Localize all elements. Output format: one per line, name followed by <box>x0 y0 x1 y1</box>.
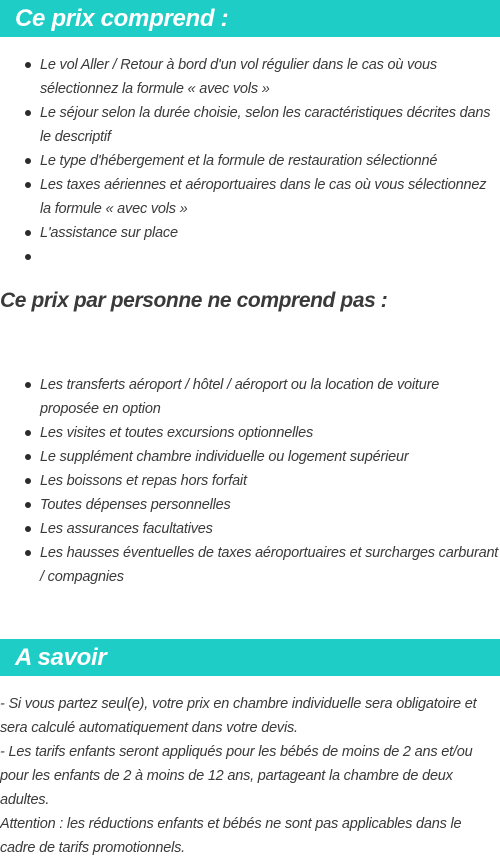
info-paragraph: - Les tarifs enfants seront appliqués pour les bébés de moins de 2 ans et/ou pour les enfants de 2 à moins de 12 ans, partageant la chambre de deux adultes. <box>0 744 473 808</box>
bullet-icon <box>25 254 31 260</box>
info-title: A savoir <box>15 644 107 671</box>
bullet-icon <box>25 550 31 556</box>
bullet-icon <box>25 454 31 460</box>
list-item-empty <box>0 245 500 269</box>
list-item: Les assurances facultatives <box>0 517 500 541</box>
bullet-icon <box>25 526 31 532</box>
info-paragraph: - Si vous partez seul(e), votre prix en chambre individuelle sera obligatoire et sera calculé automatiquement dans votre devis. <box>0 696 477 736</box>
info-banner <box>0 639 500 676</box>
bullet-icon <box>25 382 31 388</box>
bullet-icon <box>25 110 31 116</box>
includes-banner <box>0 0 500 37</box>
info-paragraph: Attention : les réductions enfants et bébés ne sont pas applicables dans le cadre de tarifs promotionnels. <box>0 816 462 856</box>
includes-title: Ce prix comprend : <box>15 5 229 32</box>
excludes-list <box>0 373 500 589</box>
includes-list <box>0 53 500 269</box>
excludes-title: Ce prix par personne ne comprend pas : <box>0 289 388 312</box>
bullet-icon <box>25 230 31 236</box>
bullet-icon <box>25 430 31 436</box>
info-text <box>0 692 500 860</box>
list-item: L'assistance sur place <box>0 221 500 245</box>
list-item: Le supplément chambre individuelle ou logement supérieur <box>0 445 500 469</box>
bullet-icon <box>25 182 31 188</box>
list-item: Les taxes aériennes et aéroportuaires dans le cas où vous sélectionnez la formule « avec vols » <box>0 173 500 221</box>
list-item: Les visites et toutes excursions optionnelles <box>0 421 500 445</box>
list-item: Le vol Aller / Retour à bord d'un vol régulier dans le cas où vous sélectionnez la formule « avec vols » <box>0 53 500 101</box>
list-item: Le séjour selon la durée choisie, selon les caractéristiques décrites dans le descriptif <box>0 101 500 149</box>
list-item: Les boissons et repas hors forfait <box>0 469 500 493</box>
bullet-icon <box>25 62 31 68</box>
bullet-icon <box>25 502 31 508</box>
bullet-icon <box>25 478 31 484</box>
list-item: Le type d'hébergement et la formule de restauration sélectionné <box>0 149 500 173</box>
bullet-icon <box>25 158 31 164</box>
list-item: Les hausses éventuelles de taxes aéroportuaires et surcharges carburant / compagnies <box>0 541 500 589</box>
list-item: Toutes dépenses personnelles <box>0 493 500 517</box>
list-item: Les transferts aéroport / hôtel / aéroport ou la location de voiture proposée en option <box>0 373 500 421</box>
